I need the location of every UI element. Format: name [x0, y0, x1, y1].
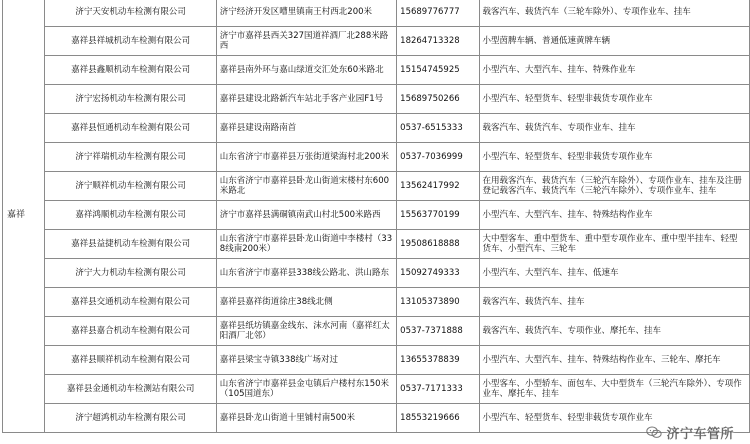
address-cell: 嘉祥县梁宝寺镇338线广场对过 [216, 346, 396, 375]
station-name-cell: 济宁顺祥机动车检测有限公司 [45, 172, 216, 201]
phone-cell: 15563770199 [397, 201, 479, 230]
inspection-scope-cell: 载客汽车、载货汽车、专项作业车、挂车 [479, 114, 749, 143]
inspection-scope-cell: 大中型客车、重中型货车、重中型专项作业车、重中型半挂车、轻型货车、小型汽车、三轮车 [479, 230, 749, 259]
table-row [3, 172, 750, 201]
table-row [3, 56, 750, 85]
inspection-scope-cell: 载客汽车、载货汽车、专项作业、摩托车、挂车 [479, 317, 749, 346]
phone-cell: 19508618888 [397, 230, 479, 259]
watermark [646, 423, 734, 442]
table-row [3, 375, 750, 404]
table-row [3, 201, 750, 230]
inspection-scope-cell: 小型汽车、大型汽车、挂车、低速车 [479, 259, 749, 288]
inspection-scope-cell: 载客汽车、载货汽车、挂车 [479, 288, 749, 317]
phone-cell: 15092749333 [397, 259, 479, 288]
inspection-scope-cell: 在用载客汽车、载货汽车（三轮汽车除外）、专项作业车、挂车及注册登记载客汽车、载货汽车（三轮汽车除外）、专项作业车、挂车 [479, 172, 749, 201]
phone-cell: 0537-6515333 [397, 114, 479, 143]
station-name-cell: 嘉祥县交通机动车检测有限公司 [45, 288, 216, 317]
wechat-logo-icon [646, 426, 662, 439]
address-cell: 嘉祥县建设南路南首 [216, 114, 396, 143]
station-name-cell: 济宁天安机动车检测有限公司 [45, 0, 216, 27]
address-cell: 济宁市嘉祥县满硐镇南武山村北500米路西 [216, 201, 396, 230]
station-name-cell: 嘉祥县恒通机动车检测有限公司 [45, 114, 216, 143]
inspection-scope-cell: 小型汽车、大型汽车、挂车、特殊结构作业车 [479, 201, 749, 230]
phone-cell: 0537-7171333 [397, 375, 479, 404]
phone-cell: 13562417992 [397, 172, 479, 201]
address-cell: 山东省济宁市嘉祥县卧龙山街道宋楼村东600米路北 [216, 172, 396, 201]
station-name-cell: 嘉祥县顺祥机动车检测有限公司 [45, 346, 216, 375]
address-cell: 山东省济宁市嘉祥县金屯镇后户楼村东150米（105国道东） [216, 375, 396, 404]
station-name-cell: 济宁大力机动车检测有限公司 [45, 259, 216, 288]
table-row [3, 114, 750, 143]
inspection-scope-cell: 小型茵脾车辆、普通低速黄牌车辆 [479, 27, 749, 56]
station-name-cell: 嘉祥县祥城机动车检测有限公司 [45, 27, 216, 56]
address-cell: 山东省济宁市嘉祥县万张街道梁海村北200米 [216, 143, 396, 172]
watermark-text: 济宁车管所 [666, 427, 734, 442]
inspection-scope-cell: 小型汽车、轻型货车、轻型非载货专项作业车 [479, 85, 749, 114]
station-name-cell: 嘉祥县益捷机动车检测有限公司 [45, 230, 216, 259]
address-cell: 嘉祥县嘉祥街道徐庄38线北侧 [216, 288, 396, 317]
address-cell: 嘉祥县南外环与嘉山绿道交汇处东60米路北 [216, 56, 396, 85]
address-cell: 嘉祥县纸坊镇嘉金线东、沫水河南（嘉祥红太阳酒厂北邻） [216, 317, 396, 346]
station-name-cell: 济宁宏扬机动车检测有限公司 [45, 85, 216, 114]
phone-cell: 15689776777 [397, 0, 479, 27]
address-cell: 济宁市嘉祥县西关327国道祥酒厂北288米路西 [216, 27, 396, 56]
phone-cell: 0537-7036999 [397, 143, 479, 172]
phone-cell: 13655378839 [397, 346, 479, 375]
table-row [3, 259, 750, 288]
table-row [3, 85, 750, 114]
station-name-cell: 嘉祥县鑫顺机动车检测有限公司 [45, 56, 216, 85]
phone-cell: 13105373890 [397, 288, 479, 317]
phone-cell: 0537-7371888 [397, 317, 479, 346]
region-cell: 嘉祥 [3, 0, 45, 433]
station-name-cell: 嘉祥县金通机动车检测站有限公司 [45, 375, 216, 404]
table-row [3, 0, 750, 27]
address-cell: 山东省济宁市嘉祥县卧龙山街道中李楼村（338线南200米） [216, 230, 396, 259]
table-row [3, 346, 750, 375]
address-cell: 嘉祥县卧龙山街道十里铺村南500米 [216, 404, 396, 433]
inspection-scope-cell: 小型汽车、大型汽车、挂车、特殊结构作业车、三轮车、摩托车 [479, 346, 749, 375]
inspection-scope-cell: 小型汽车、大型汽车、挂车、特殊作业车 [479, 56, 749, 85]
phone-cell: 15154745925 [397, 56, 479, 85]
table-row [3, 27, 750, 56]
inspection-scope-cell: 小型汽车、轻型货车、轻型非载货专项作业车 [479, 404, 749, 433]
table-row [3, 230, 750, 259]
phone-cell: 18553219666 [397, 404, 479, 433]
inspection-scope-cell: 小型客车、小型轿车、面包车、大中型货车（三轮汽车除外）、专项作业车、摩托车、挂车 [479, 375, 749, 404]
phone-cell: 15689750266 [397, 85, 479, 114]
address-cell: 济宁经济开发区嘈里镇南王村西北200米 [216, 0, 396, 27]
inspection-scope-cell: 载客汽车、载货汽车（三轮车除外）、专项作业车、挂车 [479, 0, 749, 27]
phone-cell: 18264713328 [397, 27, 479, 56]
inspection-station-table [2, 0, 750, 433]
station-name-cell: 嘉祥鸿顺机动车检测有限公司 [45, 201, 216, 230]
table-row [3, 404, 750, 433]
inspection-scope-cell: 小型汽车、轻型货车、轻型非载货专项作业车 [479, 143, 749, 172]
station-name-cell: 嘉祥县嘉合机动车检测有限公司 [45, 317, 216, 346]
table-body [3, 0, 750, 433]
table-row [3, 288, 750, 317]
table-row [3, 143, 750, 172]
station-name-cell: 济宁超鸿机动车检测有限公司 [45, 404, 216, 433]
table-row [3, 317, 750, 346]
address-cell: 嘉祥县建设北路新汽车站北手客产业园F1号 [216, 85, 396, 114]
station-name-cell: 济宁祥瑞机动车检测有限公司 [45, 143, 216, 172]
address-cell: 山东省济宁市嘉祥县338线公路北、洪山路东 [216, 259, 396, 288]
